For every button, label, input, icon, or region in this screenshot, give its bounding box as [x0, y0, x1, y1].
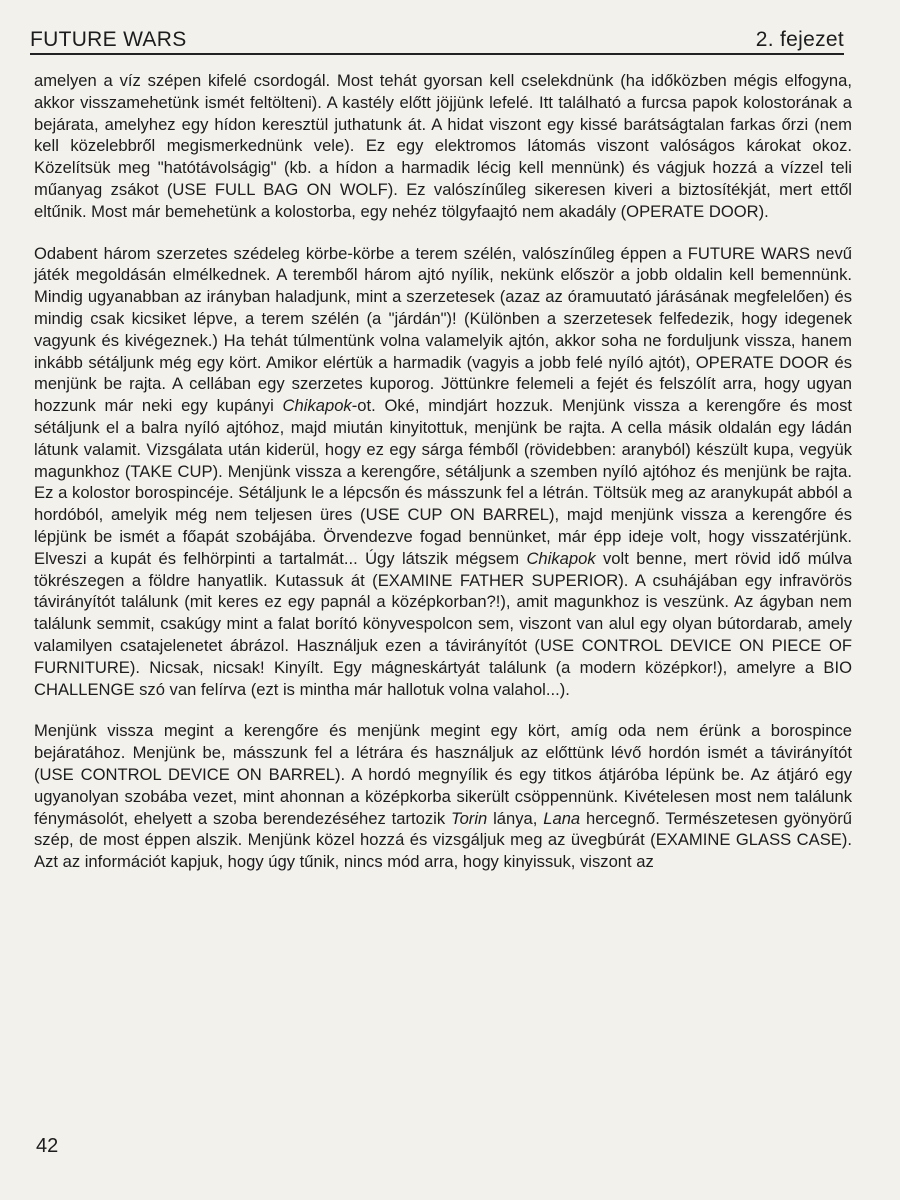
italic-text: Chikapok — [282, 396, 352, 416]
text-run: lánya, — [487, 808, 544, 828]
text-run: Odabent három szerzetes szédeleg körbe-körbe a terem szélén, valószínűleg éppen a FUTURE WARS nevű játék megoldásán elmélkednek. A teremből három ajtó nyílik, nekünk először a jobb oldalin kell bemennünk. Mindig ugyanabban az irányban haladjunk, mint a szerzetesek (azaz az óramuutató járásának megfelelően) és mindig csak kicsiket lépve, a terem szélén (a "járdán")! (Különben a szerzetesek felfedezik, hogy idegenek vagyunk és kivégeznek.) Ha tehát túlmentünk volna valamelyik ajtón, akkor soha ne forduljunk vissza, hanem inkább sétáljunk még egy kört. Amikor elértük a harmadik (vagyis a jobb felé nyíló ajtót), OPERATE DOOR és menjünk be rajta. A cellában egy szerzetes kuporog. Jöttünkre felemeli a fejét és felszólít arra, hogy ugyan hozzunk már neki egy kupányi — [34, 243, 852, 416]
italic-text: Lana — [543, 808, 581, 828]
paragraph-3 — [34, 720, 852, 873]
text-run: Menjünk vissza megint a kerengőre és menjünk megint egy kört, amíg oda nem érünk a borospince bejáratához. Menjünk be, másszunk fel a létrára és használjuk az előttünk lévő hordón ismét a távirányítót (USE CONTROL DEVICE ON BARREL). A hordó megnyílik és egy titkos átjáróba lépünk be. Az átjáró egy ugyanolyan szobába vezet, mint ahonnan a középkorba sikerült csöppennünk. Kivételesen most nem találunk fénymásolót, ehelyett a szoba berendezéséhez tartozik — [34, 721, 852, 828]
italic-text: Torin — [450, 808, 488, 828]
page-number: 42 — [36, 1135, 59, 1157]
text-run: -ot. Oké, mindjárt hozzuk. Menjünk vissza a kerengőre és most sétáljunk el a balra nyíló ajtóhoz, majd miután kinyitottuk, menjünk be rajta. A cella másik oldalán egy ládán látunk valamit. Vizsgálata után kiderül, hogy ez egy sárga fémből (rövidebben: aranyból) készült kupa, vegyük magunkhoz (TAKE CUP). Menjünk vissza a kerengőre, sétáljunk a szemben nyíló ajtóhoz és menjünk be rajta. Ez a kolostor borospincéje. Sétáljunk le a lépcsőn és másszunk fel a létrán. Töltsük meg az aranykupát abból a hordóból, amelyik még nem teljesen üres (USE CUP ON BARREL), majd menjünk vissza a kerengőre és lépjünk be ismét a főapát szobájába. Örvendezve fogad bennünket, már épp ideje volt, hogy visszatérjünk. Elveszi a kupát és felhörpinti a tartalmát... Úgy látszik mégsem — [34, 396, 852, 568]
italic-text: Chikapok — [526, 548, 596, 568]
paragraph-1 — [34, 70, 852, 223]
text-run: volt benne, mert rövid idő múlva tökrészegen a földre hanyatlik. Kutassuk át (EXAMINE FATHER SUPERIOR). A csuhájában egy infravörös távirányítót találunk (mit keres ez egy papnál a középkorban?!), amit magunkhoz is veszünk. Az ágyban nem találunk semmit, csakúgy mint a falat borító könyvespolcon sem, viszont van alul egy olyan bútordarab, amely valamilyen csatajelenetet ábrázol. Használjuk ezen a távirányítót (USE CONTROL DEVICE ON PIECE OF FURNITURE). Nicsak, nicsak! Kinyílt. Egy mágneskártyát találunk (a modern középkor!), amelyre a BIO CHALLENGE szó van felírva (ezt is mintha már hallotuk volna valahol...). — [34, 548, 852, 699]
paragraph-2 — [34, 243, 852, 701]
text-run: amelyen a víz szépen kifelé csordogál. Most tehát gyorsan kell cselekdnünk (ha időközben mégis elfogyna, akkor visszamehetünk ismét feltölteni). A kastély előtt jöjjünk lefelé. Itt található a furcsa papok kolostorának a bejárata, amelyhez egy hídon keresztül juthatunk át. A hidat viszont egy kissé barátságtalan farkas őrzi (nem kell közelebbről megismerkednünk vele). Ez egy elektromos látomás viszont valóságos károkat okoz. Közelítsük meg "hatótávolságig" (kb. a hídon a harmadik lécig kell mennünk) és vágjuk hozzá a vízzel teli műanyag zsákot (USE FULL BAG ON WOLF). Ez valószínűleg sikeresen kiveri a biztosítékját, mert ettől eltűnik. Most már bemehetünk a kolostorba, egy nehéz tölgyfaajtó nem akadály (OPERATE DOOR). — [34, 71, 852, 221]
header-chapter: 2. fejezet — [755, 28, 844, 51]
header-title: FUTURE WARS — [30, 28, 187, 51]
page-header — [30, 24, 844, 55]
body-text — [34, 70, 852, 893]
text-run: hercegnő. Természetesen gyönyörű szép, de most éppen alszik. Menjünk közel hozzá és vizsgáljuk meg az üvegbúrát (EXAMINE GLASS CASE). Azt az információt kapjuk, hogy úgy tűnik, nincs mód arra, hogy kinyissuk, viszont az — [34, 808, 852, 872]
